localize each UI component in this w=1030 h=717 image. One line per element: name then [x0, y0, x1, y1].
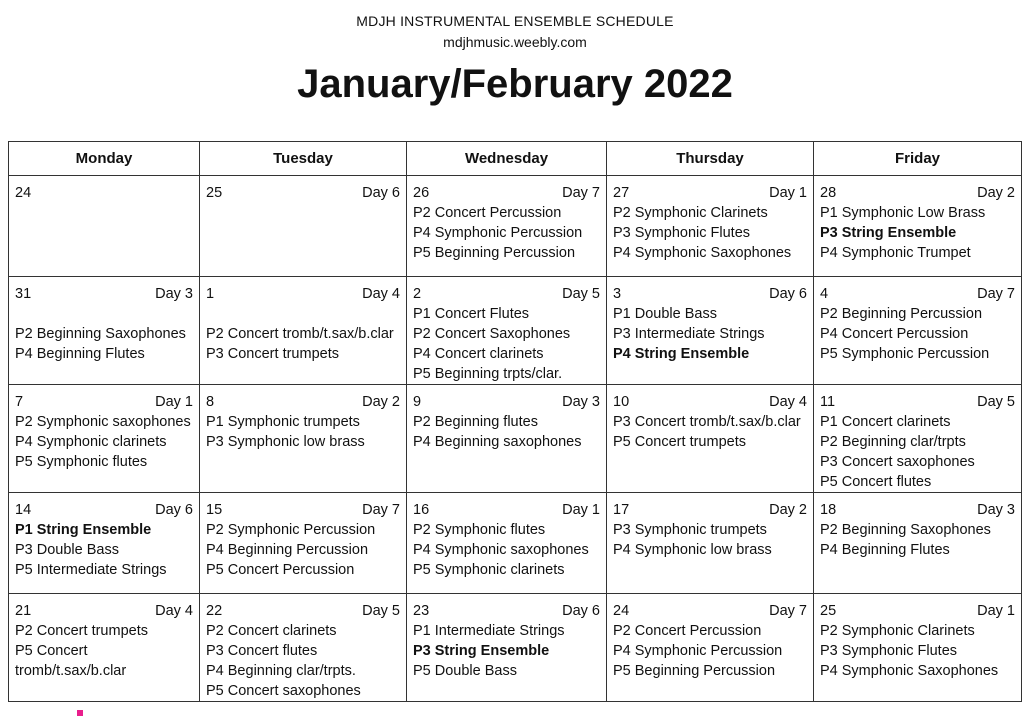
ensemble-entry: P4 Concert clarinets — [413, 346, 544, 362]
ensemble-entry: P2 Symphonic Clarinets — [820, 623, 975, 639]
ensemble-entry: P5 Symphonic Percussion — [820, 346, 990, 362]
cell-header — [206, 284, 400, 304]
rotation-day: Day 1 — [155, 394, 193, 410]
ensemble-entry: P4 Beginning saxophones — [413, 434, 582, 450]
ensemble-entry: P5 Double Bass — [413, 663, 517, 679]
date-number: 15 — [206, 502, 223, 518]
ensemble-entry: P4 Symphonic Trumpet — [820, 245, 971, 261]
date-number: 21 — [15, 603, 32, 619]
weekday-header-row — [9, 142, 1022, 176]
cell-header — [820, 183, 1015, 203]
date-number: 11 — [820, 394, 836, 410]
rotation-day: Day 2 — [769, 502, 807, 518]
pink-marker — [77, 710, 83, 716]
date-number: 24 — [15, 185, 32, 201]
day-cell — [9, 594, 200, 702]
ensemble-entry: P4 Beginning Percussion — [206, 542, 369, 558]
ensemble-entry — [15, 304, 193, 324]
rotation-day: Day 5 — [362, 603, 400, 619]
day-cell — [407, 493, 607, 594]
day-cell — [9, 176, 200, 277]
date-number: 25 — [206, 185, 223, 201]
ensemble-entry: P5 Concert saxophones — [206, 683, 361, 699]
rotation-day: Day 1 — [769, 185, 807, 201]
ensemble-entry: P4 Symphonic low brass — [613, 542, 772, 558]
rotation-day: Day 6 — [562, 603, 600, 619]
calendar-table — [8, 141, 1022, 702]
date-number: 26 — [413, 185, 430, 201]
weekday-header: Wednesday — [407, 142, 607, 176]
cell-header — [206, 500, 400, 520]
date-number: 18 — [820, 502, 837, 518]
rotation-day: Day 6 — [155, 502, 193, 518]
ensemble-entry: P3 Double Bass — [15, 542, 119, 558]
day-cell — [9, 493, 200, 594]
ensemble-entry: P3 Concert saxophones — [820, 454, 975, 470]
week-row — [9, 176, 1022, 277]
rotation-day: Day 6 — [769, 286, 807, 302]
date-number: 1 — [206, 286, 215, 302]
date-number: 4 — [820, 286, 829, 302]
ensemble-entry — [206, 304, 400, 324]
ensemble-entry: P3 Intermediate Strings — [613, 326, 765, 342]
rotation-day: Day 4 — [769, 394, 807, 410]
ensemble-entry: P1 Concert clarinets — [820, 414, 951, 430]
date-number: 3 — [613, 286, 622, 302]
schedule-subtitle: MDJH INSTRUMENTAL ENSEMBLE SCHEDULE — [356, 13, 674, 29]
rotation-day: Day 3 — [977, 502, 1015, 518]
ensemble-entry: P2 Beginning flutes — [413, 414, 538, 430]
cell-header — [15, 284, 193, 304]
date-number: 25 — [820, 603, 837, 619]
page-title: January/February 2022 — [297, 62, 733, 106]
ensemble-entry: P4 Symphonic Percussion — [613, 643, 783, 659]
ensemble-entry: P3 Symphonic trumpets — [613, 522, 767, 538]
date-number: 9 — [413, 394, 422, 410]
ensemble-entry: P5 Concert Percussion — [206, 562, 355, 578]
ensemble-entry: P3 Concert flutes — [206, 643, 318, 659]
ensemble-entry: P5 Concert tromb/t.sax/b.clar — [15, 643, 127, 679]
date-number: 14 — [15, 502, 32, 518]
date-number: 24 — [613, 603, 630, 619]
ensemble-entry: P2 Symphonic saxophones — [15, 414, 191, 430]
date-number: 23 — [413, 603, 430, 619]
ensemble-entry: P4 Symphonic Saxophones — [613, 245, 792, 261]
cell-header — [820, 500, 1015, 520]
string-ensemble-entry: P3 String Ensemble — [413, 643, 550, 659]
ensemble-entry: P4 Symphonic saxophones — [413, 542, 589, 558]
ensemble-entry: P5 Concert trumpets — [613, 434, 746, 450]
cell-header — [820, 392, 1015, 412]
rotation-day: Day 7 — [562, 185, 600, 201]
ensemble-entry: P3 Concert tromb/t.sax/b.clar — [613, 414, 801, 430]
day-cell — [814, 594, 1022, 702]
string-ensemble-entry: P3 String Ensemble — [820, 225, 957, 241]
day-cell — [814, 385, 1022, 493]
calendar-body — [9, 176, 1022, 702]
ensemble-entry: P4 Symphonic Saxophones — [820, 663, 999, 679]
cell-header — [820, 284, 1015, 304]
string-ensemble-entry: P4 String Ensemble — [613, 346, 750, 362]
rotation-day: Day 7 — [977, 286, 1015, 302]
ensemble-entry: P4 Symphonic Percussion — [413, 225, 583, 241]
ensemble-entry: P4 Concert Percussion — [820, 326, 969, 342]
string-ensemble-entry: P1 String Ensemble — [15, 522, 152, 538]
rotation-day: Day 5 — [562, 286, 600, 302]
date-number: 8 — [206, 394, 215, 410]
cell-header — [820, 601, 1015, 621]
ensemble-entry: P2 Beginning Percussion — [820, 306, 983, 322]
ensemble-entry: P5 Beginning Percussion — [413, 245, 576, 261]
week-row — [9, 493, 1022, 594]
ensemble-entry: P2 Concert tromb/t.sax/b.clar — [206, 326, 394, 342]
rotation-day: Day 7 — [362, 502, 400, 518]
date-number: 10 — [613, 394, 630, 410]
day-cell — [407, 385, 607, 493]
rotation-day: Day 3 — [562, 394, 600, 410]
ensemble-entry: P2 Concert trumpets — [15, 623, 148, 639]
ensemble-entry: P1 Double Bass — [613, 306, 717, 322]
day-cell — [407, 594, 607, 702]
day-cell — [814, 493, 1022, 594]
date-number: 2 — [413, 286, 422, 302]
ensemble-entry: P2 Symphonic Clarinets — [613, 205, 768, 221]
ensemble-entry: P3 Symphonic Flutes — [820, 643, 958, 659]
cell-header — [206, 392, 400, 412]
date-number: 22 — [206, 603, 223, 619]
cell-header — [15, 392, 193, 412]
date-number: 27 — [613, 185, 630, 201]
cell-header — [613, 601, 807, 621]
week-row — [9, 594, 1022, 702]
day-cell — [407, 277, 607, 385]
cell-header — [413, 284, 600, 304]
cell-header — [206, 601, 400, 621]
ensemble-entry: P2 Concert Percussion — [613, 623, 762, 639]
rotation-day: Day 5 — [977, 394, 1015, 410]
day-cell — [200, 385, 407, 493]
cell-header — [413, 500, 600, 520]
day-cell — [200, 493, 407, 594]
cell-header — [15, 601, 193, 621]
ensemble-entry: P1 Intermediate Strings — [413, 623, 565, 639]
weekday-header: Tuesday — [200, 142, 407, 176]
ensemble-entry: P2 Concert Percussion — [413, 205, 562, 221]
day-cell — [607, 493, 814, 594]
ensemble-entry: P5 Intermediate Strings — [15, 562, 167, 578]
day-cell — [607, 277, 814, 385]
ensemble-entry: P2 Concert Saxophones — [413, 326, 571, 342]
cell-header — [613, 500, 807, 520]
ensemble-entry: P5 Beginning Percussion — [613, 663, 776, 679]
day-cell — [9, 385, 200, 493]
cell-header — [613, 183, 807, 203]
day-cell — [607, 385, 814, 493]
ensemble-entry: P2 Beginning Saxophones — [15, 326, 186, 342]
day-cell — [200, 176, 407, 277]
ensemble-entry: P2 Beginning Saxophones — [820, 522, 991, 538]
date-number: 28 — [820, 185, 837, 201]
day-cell — [9, 277, 200, 385]
weekday-header: Thursday — [607, 142, 814, 176]
rotation-day: Day 2 — [977, 185, 1015, 201]
ensemble-entry: P3 Concert trumpets — [206, 346, 339, 362]
ensemble-entry: P2 Concert clarinets — [206, 623, 337, 639]
date-number: 17 — [613, 502, 630, 518]
cell-header — [413, 392, 600, 412]
rotation-day: Day 7 — [769, 603, 807, 619]
day-cell — [814, 176, 1022, 277]
day-cell — [407, 176, 607, 277]
day-cell — [200, 594, 407, 702]
date-number: 7 — [15, 394, 24, 410]
ensemble-entry: P5 Symphonic clarinets — [413, 562, 565, 578]
date-number: 31 — [15, 286, 32, 302]
ensemble-entry: P3 Symphonic Flutes — [613, 225, 751, 241]
ensemble-entry: P5 Concert flutes — [820, 474, 932, 490]
ensemble-entry: P2 Symphonic Percussion — [206, 522, 376, 538]
rotation-day: Day 1 — [562, 502, 600, 518]
rotation-day: Day 1 — [977, 603, 1015, 619]
rotation-day: Day 4 — [155, 603, 193, 619]
cell-header — [413, 601, 600, 621]
rotation-day: Day 3 — [155, 286, 193, 302]
ensemble-entry: P4 Beginning clar/trpts. — [206, 663, 356, 679]
day-cell — [607, 594, 814, 702]
ensemble-entry: P5 Symphonic flutes — [15, 454, 148, 470]
week-row — [9, 277, 1022, 385]
date-number: 16 — [413, 502, 430, 518]
day-cell — [200, 277, 407, 385]
cell-header — [15, 183, 193, 203]
ensemble-entry: P2 Symphonic flutes — [413, 522, 546, 538]
cell-header — [413, 183, 600, 203]
ensemble-entry: P2 Beginning clar/trpts — [820, 434, 966, 450]
weekday-header: Monday — [9, 142, 200, 176]
weekday-header: Friday — [814, 142, 1022, 176]
ensemble-entry: P5 Beginning trpts/clar. — [413, 366, 563, 382]
rotation-day: Day 6 — [362, 185, 400, 201]
ensemble-entry: P4 Beginning Flutes — [820, 542, 950, 558]
week-row — [9, 385, 1022, 493]
ensemble-entry: P3 Symphonic low brass — [206, 434, 365, 450]
rotation-day: Day 4 — [362, 286, 400, 302]
site-url: mdjhmusic.weebly.com — [443, 34, 587, 50]
ensemble-entry: P1 Symphonic Low Brass — [820, 205, 986, 221]
rotation-day: Day 2 — [362, 394, 400, 410]
cell-header — [613, 284, 807, 304]
cell-header — [206, 183, 400, 203]
cell-header — [15, 500, 193, 520]
ensemble-entry: P4 Symphonic clarinets — [15, 434, 167, 450]
day-cell — [607, 176, 814, 277]
ensemble-entry: P1 Concert Flutes — [413, 306, 530, 322]
ensemble-entry: P4 Beginning Flutes — [15, 346, 145, 362]
day-cell — [814, 277, 1022, 385]
cell-header — [613, 392, 807, 412]
ensemble-entry: P1 Symphonic trumpets — [206, 414, 360, 430]
